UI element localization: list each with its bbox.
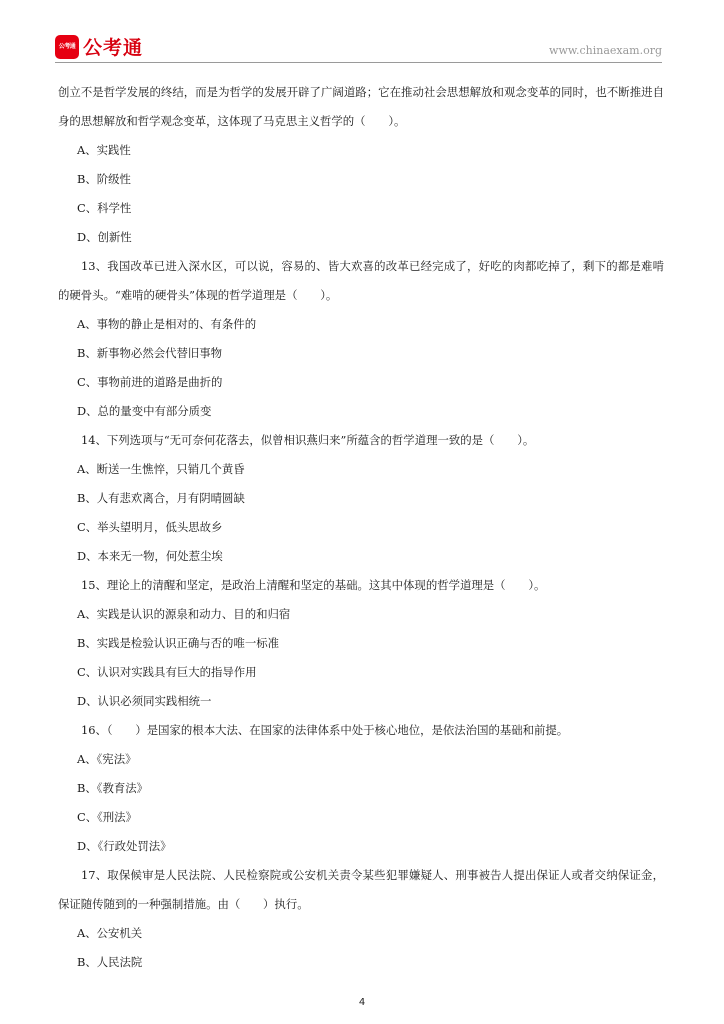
q15-option-c: C、认识对实践具有巨大的指导作用 <box>77 665 257 679</box>
q16-option-b: B、《教育法》 <box>77 781 149 795</box>
q12-option-b: B、阶级性 <box>77 172 131 186</box>
q14-option-a: A、断送一生憔悴，只销几个黄昏 <box>77 462 245 476</box>
q16-option-a: A、《宪法》 <box>77 752 137 766</box>
site-url: www.chinaexam.org <box>549 44 662 57</box>
q14-option-d: D、本来无一物，何处惹尘埃 <box>77 549 223 563</box>
header-divider <box>55 62 662 63</box>
question-14: 14、下列选项与“无可奈何花落去，似曾相识燕归来”所蕴含的哲学道理一致的是（ ）。 <box>81 433 535 447</box>
q14-option-c: C、举头望明月，低头思故乡 <box>77 520 223 534</box>
q12-option-d: D、创新性 <box>77 230 132 244</box>
q16-option-d: D、《行政处罚法》 <box>77 839 172 853</box>
q16-option-c: C、《刑法》 <box>77 810 137 824</box>
question-13: 13、我国改革已进入深水区，可以说，容易的、皆大欢喜的改革已经完成了，好吃的肉都吃掉了，剩下的都是难啃的硬骨头。“难啃的硬骨头”体现的哲学道理是（ ）。 <box>58 259 664 302</box>
question-15: 15、理论上的清醒和坚定，是政治上清醒和坚定的基础。这其中体现的哲学道理是（ ）。 <box>81 578 546 592</box>
logo-icon: 公考通 <box>55 35 79 59</box>
page-header <box>0 0 724 66</box>
q13-option-b: B、新事物必然会代替旧事物 <box>77 346 223 360</box>
question-16: 16、（ ）是国家的根本大法、在国家的法律体系中处于核心地位，是依法治国的基础和前提。 <box>81 723 569 737</box>
page-number: 4 <box>358 997 366 1008</box>
q17-option-b: B、人民法院 <box>77 955 143 969</box>
q17-option-a: A、公安机关 <box>77 926 143 940</box>
q15-option-d: D、认识必须同实践相统一 <box>77 694 212 708</box>
q12-option-c: C、科学性 <box>77 201 132 215</box>
q15-option-a: A、实践是认识的源泉和动力、目的和归宿 <box>77 607 291 621</box>
logo-text: 公考通 <box>83 37 144 59</box>
question-12-continuation: 创立不是哲学发展的终结，而是为哲学的发展开辟了广阔道路；它在推动社会思想解放和观念变革的同时，也不断推进自身的思想解放和哲学观念变革，这体现了马克思主义哲学的（ ）。 <box>58 85 664 128</box>
q13-option-d: D、总的量变中有部分质变 <box>77 404 212 418</box>
q13-option-c: C、事物前进的道路是曲折的 <box>77 375 223 389</box>
question-17: 17、取保候审是人民法院、人民检察院或公安机关责令某些犯罪嫌疑人、刑事被告人提出保证人或者交纳保证金，保证随传随到的一种强制措施。由（ ）执行。 <box>58 868 664 911</box>
document-body <box>58 78 664 977</box>
q15-option-b: B、实践是检验认识正确与否的唯一标准 <box>77 636 280 650</box>
q13-option-a: A、事物的静止是相对的、有条件的 <box>77 317 257 331</box>
q14-option-b: B、人有悲欢离合，月有阴晴圆缺 <box>77 491 245 505</box>
q12-option-a: A、实践性 <box>77 143 131 157</box>
